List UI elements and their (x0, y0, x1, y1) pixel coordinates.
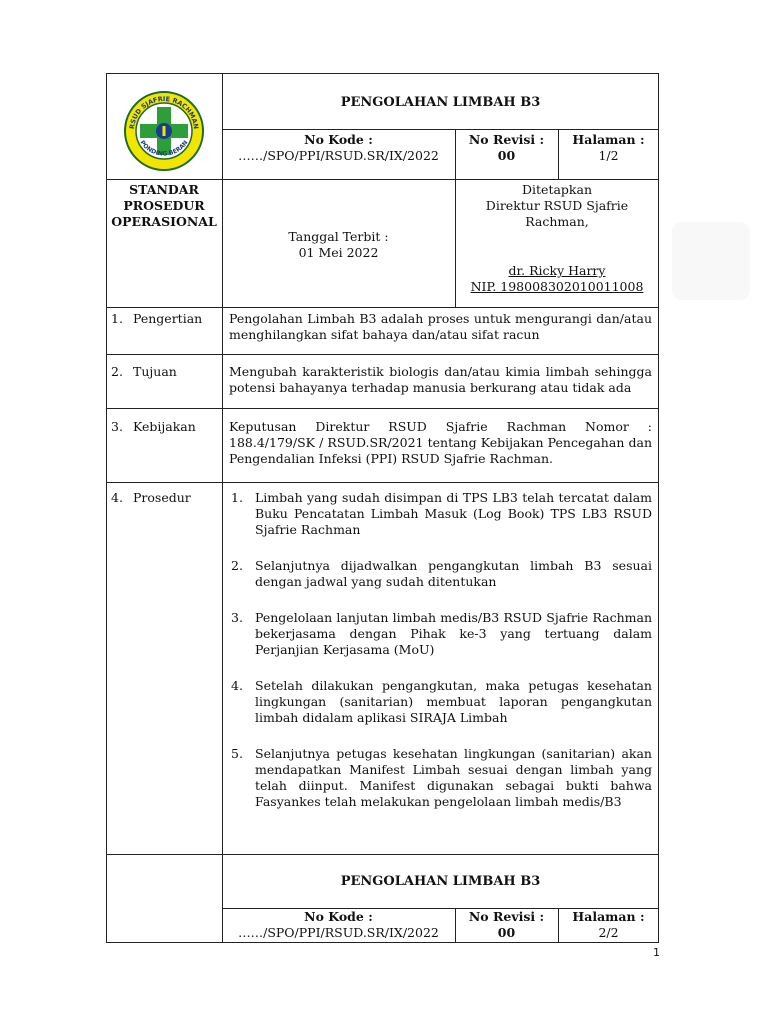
halaman-value: 1/2 (598, 148, 619, 163)
section-label-kebijakan: Kebijakan (133, 419, 196, 434)
halaman-value-page2: 2/2 (598, 925, 619, 940)
document-title: PENGOLAHAN LIMBAH B3 (340, 95, 541, 110)
section-number: 3. (111, 419, 123, 434)
signatory-nip: NIP. 198008302010011008 (470, 279, 644, 294)
halaman-label: Halaman : (572, 132, 645, 147)
section-content-pengertian: Pengolahan Limbah B3 adalah proses untuk mengurangi dan/atau menghilangkan sifat bahaya dan/atau sifat racun (229, 311, 652, 342)
section-label-pengertian: Pengertian (133, 311, 203, 326)
prosedur-step: 3. Pengelolaan lanjutan limbah medis/B3 RSUD Sjafrie Rachman bekerjasama dengan Pihak ke-3 yang tertuang dalam Perjanjian Kerjasama (MoU) (231, 610, 652, 657)
tanggal-terbit-value: 01 Mei 2022 (298, 245, 379, 260)
no-kode-label: No Kode : (304, 132, 373, 147)
logo-top-text: RSUD SJAFRIE RACHMAN (128, 94, 201, 130)
spo-line-1: STANDAR (129, 182, 199, 197)
section-number: 2. (111, 364, 123, 379)
tanggal-terbit-label: Tanggal Terbit : (288, 229, 389, 244)
section-number: 4. (111, 490, 123, 505)
prosedur-step: 5. Selanjutnya petugas kesehatan lingkungan (sanitarian) akan mendapatkan Manifest Limbah sesuai dengan limbah yang telah diinput. Manifest digunakan sebagai bukti bahwa Fasyankes telah melakukan pengelolaan limbah medis/B3 (231, 746, 652, 809)
no-revisi-label-page2: No Revisi : (468, 909, 545, 924)
no-revisi-value-page2: 00 (497, 925, 516, 940)
spo-line-2: PROSEDUR (123, 198, 205, 213)
prosedur-step: 4. Setelah dilakukan pengangkutan, maka petugas kesehatan lingkungan (sanitarian) membuat laporan pengangkutan limbah didalam aplikasi SIRAJA Limbah (231, 678, 652, 725)
document-title-page2: PENGOLAHAN LIMBAH B3 (340, 874, 541, 889)
prosedur-step: 2. Selanjutnya dijadwalkan pengangkutan limbah B3 sesuai dengan jadwal yang sudah ditentukan (231, 558, 652, 589)
section-label-tujuan: Tujuan (133, 364, 177, 379)
hospital-logo (123, 90, 205, 172)
no-kode-value: ……/SPO/PPI/RSUD.SR/IX/2022 (238, 148, 439, 163)
logo-bottom-text: PONDING BERAN (138, 139, 190, 158)
prosedur-step: 1. Limbah yang sudah disimpan di TPS LB3 telah tercatat dalam Buku Pencatatan Limbah Masuk (Log Book) TPS LB3 RSUD Sjafrie Rachman (231, 490, 652, 537)
signatory-name: dr. Ricky Harry (508, 263, 606, 278)
direktur-title: Direktur RSUD Sjafrie Rachman, (485, 198, 629, 229)
background-artifact (672, 222, 750, 300)
section-content-kebijakan: Keputusan Direktur RSUD Sjafrie Rachman Nomor : 188.4/179/SK / RSUD.SR/2021 tentang Kebijakan Pencegahan dan Pengendalian Infeksi (PPI) RSUD Sjafrie Rachman. (229, 419, 652, 466)
halaman-label-page2: Halaman : (572, 909, 645, 924)
section-number: 1. (111, 311, 123, 326)
no-kode-label-page2: No Kode : (304, 909, 373, 924)
section-content-tujuan: Mengubah karakteristik biologis dan/atau kimia limbah sehingga potensi bahayanya terhadap manusia berkurang atau tidak ada (229, 364, 652, 395)
no-revisi-label: No Revisi : (468, 132, 545, 147)
prosedur-list (229, 490, 652, 830)
no-revisi-value: 00 (497, 148, 516, 163)
page-number: 1 (653, 946, 660, 959)
no-kode-value-page2: ……/SPO/PPI/RSUD.SR/IX/2022 (238, 925, 439, 940)
spo-line-3: OPERASIONAL (111, 214, 217, 229)
section-label-prosedur: Prosedur (133, 490, 191, 505)
ditetapkan-label: Ditetapkan (522, 182, 592, 197)
